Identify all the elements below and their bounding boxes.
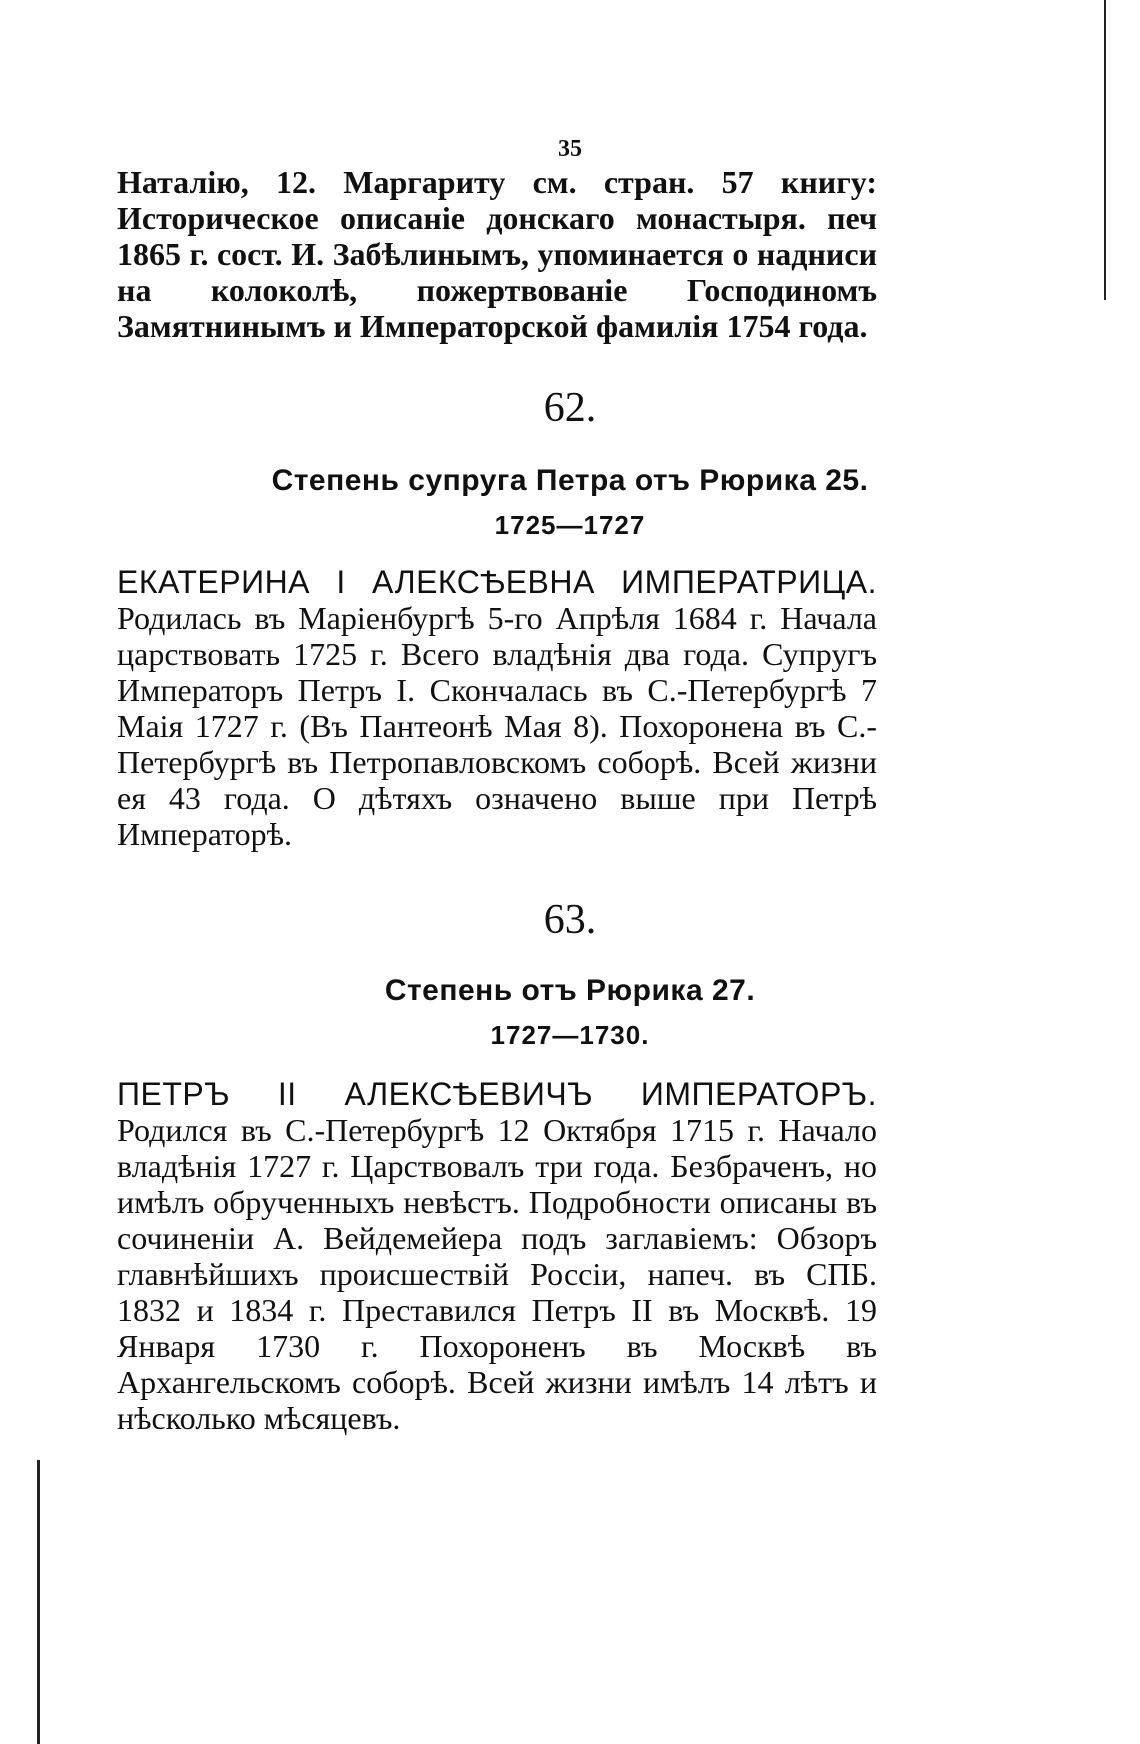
intro-paragraph-block	[117, 164, 877, 344]
section-number: 62.	[543, 385, 597, 431]
page-edge-line	[37, 1460, 40, 1744]
intro-paragraph: Наталію, 12. Маргариту см. стран. 57 книгу: Историческое описаніе донскаго монастыря. печ 1865 г. сост. И. Забѣлинымъ, упоминается о надниси на колоколѣ, пожертвованіе Господиномъ Замятнинымъ и Императорской фамилія 1754 года.	[117, 164, 877, 344]
page-number: 35	[558, 136, 582, 162]
section-number: 63.	[543, 897, 597, 943]
section-entry	[117, 564, 877, 852]
entry-body: Родился въ С.-Петербургѣ 12 Октября 1715 г. Начало владѣнія 1727 г. Царствовалъ три года. Безбраченъ, но имѣлъ обрученныхъ невѣстъ. Подробности описаны въ сочиненіи А. Вейдемейера подъ заглавіемъ: Обзоръ главнѣйшихъ происшествій Россіи, напеч. въ СПБ. 1832 и 1834 г. Преставился Петръ II въ Москвѣ. 19 Января 1730 г. Похороненъ въ Москвѣ въ Архангельскомъ соборѣ. Всей жизни имѣлъ 14 лѣтъ и нѣсколько мѣсяцевъ.	[117, 1112, 877, 1436]
section-years: 1725—1727	[494, 510, 646, 540]
entry-body: Родилась въ Маріенбургѣ 5-го Апрѣля 1684 г. Начала царствовать 1725 г. Всего владѣнія два года. Супругъ Императоръ Петръ I. Скончалась въ С.-Петербургѣ 7 Маія 1727 г. (Въ Пантеонѣ Мая 8). Похоронена въ С.-Петербургѣ въ Петропавловскомъ соборѣ. Всей жизни ея 43 года. О дѣтяхъ означено выше при Петрѣ Императорѣ.	[117, 600, 877, 852]
section-years: 1727—1730.	[490, 1020, 650, 1050]
section-degree: Степень супруга Петра отъ Рюрика 25.	[271, 464, 869, 497]
section-degree: Степень отъ Рюрика 27.	[384, 974, 756, 1007]
entry-paragraph	[117, 1076, 877, 1436]
entry-headword: ЕКАТЕРИНА I АЛЕКСѢЕВНА ИМПЕРАТРИЦА.	[117, 564, 877, 600]
section-entry	[117, 1076, 877, 1436]
entry-paragraph	[117, 564, 877, 852]
entry-headword: ПЕТРЪ II АЛЕКСѢЕВИЧЪ ИМПЕРАТОРЪ.	[117, 1076, 877, 1112]
